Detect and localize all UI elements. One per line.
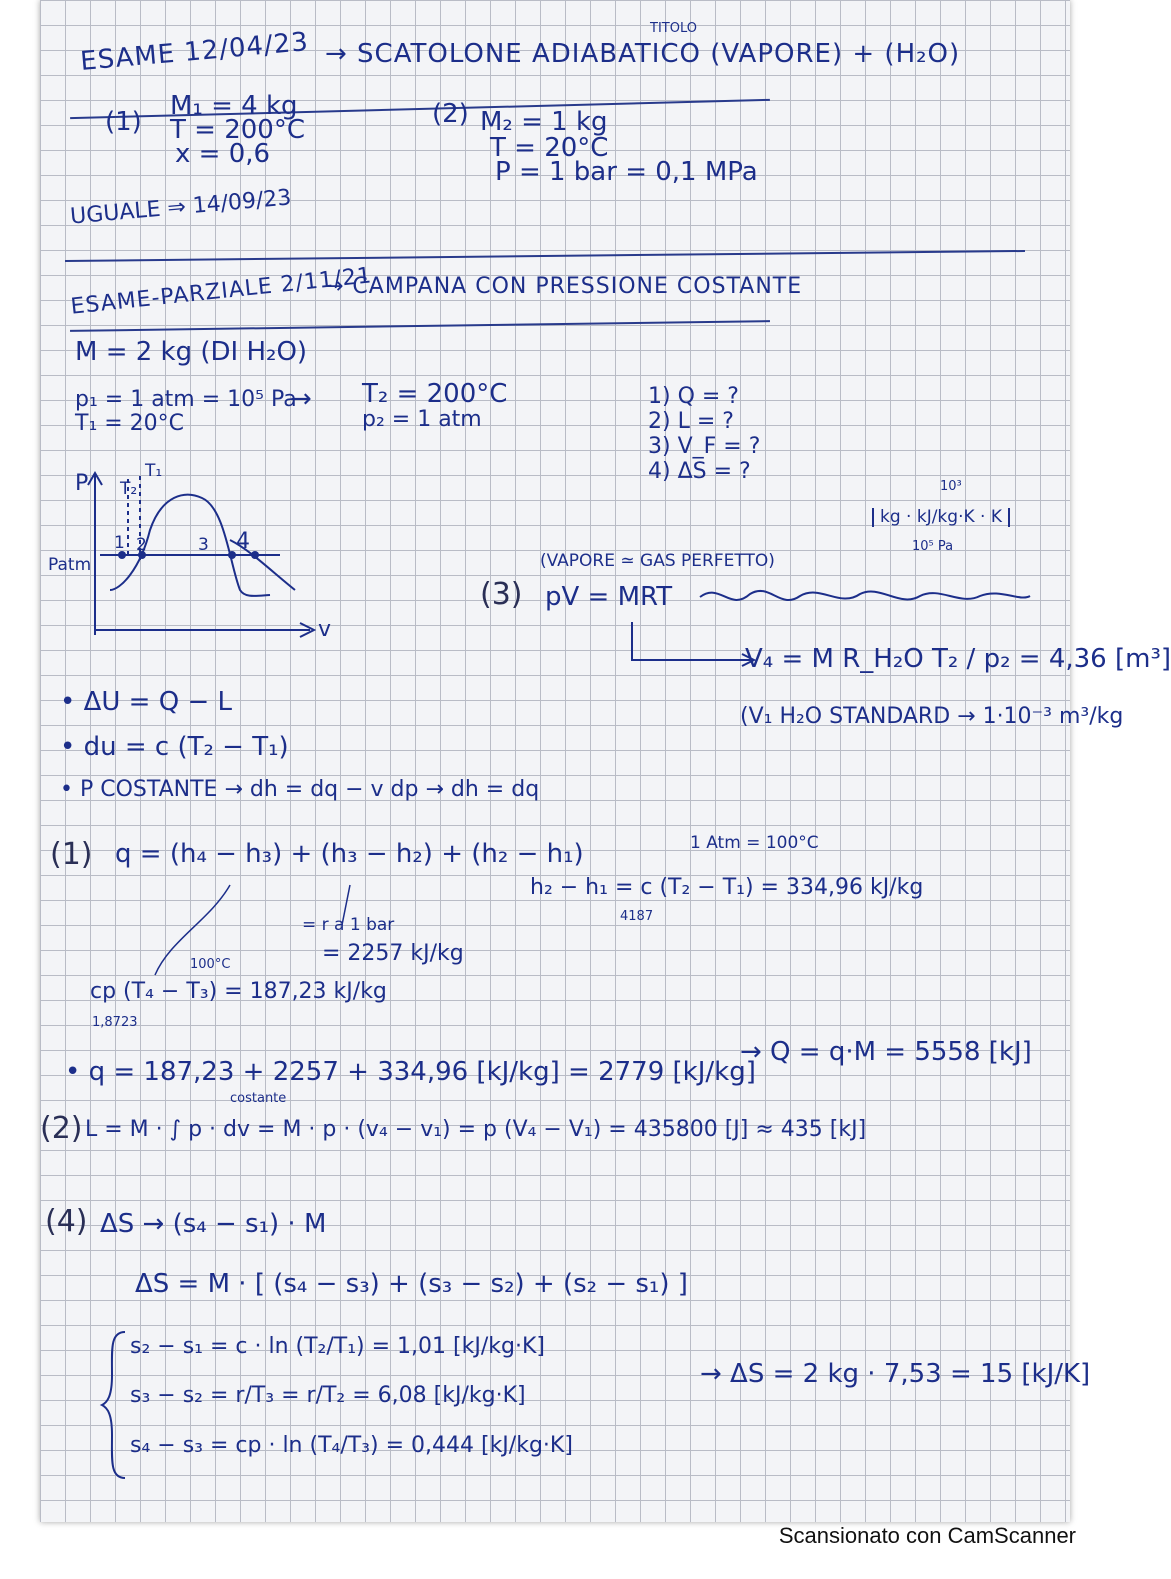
label-patm: Patm [48, 555, 92, 575]
axis-v-label: v [318, 617, 332, 642]
exam1-topic: → SCATOLONE ADIABATICO (VAPORE) + (H₂O) [325, 39, 961, 69]
question-l: 2) L = ? [648, 409, 734, 434]
exam1-state1-temp: T = 200°C [170, 115, 305, 145]
question-vf: 3) V_F = ? [648, 434, 761, 459]
exam2-underline [70, 320, 770, 332]
exam1-state1-title: x = 0,6 [175, 139, 271, 169]
point-3 [228, 551, 236, 559]
step1-r-value: = 2257 kJ/kg [322, 941, 464, 966]
step3-note: (VAPORE ≃ GAS PERFETTO) [540, 551, 775, 571]
step1-h21: h₂ − h₁ = c (T₂ − T₁) = 334,96 kJ/kg [530, 875, 924, 900]
titolo-note: TITOLO [650, 21, 697, 36]
step4-ds: ΔS → (s₄ − s₁) · M [100, 1209, 327, 1239]
exam1-state2-label: (2) [432, 99, 469, 129]
step4-s32: s₃ − s₂ = r/T₃ = r/T₂ = 6,08 [kJ/kg·K] [130, 1383, 526, 1408]
exam1-state2-mass: M₂ = 1 kg [480, 107, 608, 137]
step1-r-bar: = r a 1 bar [302, 915, 395, 935]
step4-brace [100, 1330, 130, 1480]
exam2-t1: T₁ = 20°C [75, 411, 185, 436]
exam2-title: ESAME-PARZIALE 2/11/21 [69, 263, 374, 320]
exam1-state2-pressure: P = 1 bar = 0,1 MPa [495, 157, 758, 187]
step4-s21: s₂ − s₁ = c · ln (T₂/T₁) = 1,01 [kJ/kg·K] [130, 1334, 545, 1359]
exam1-state2-temp: T = 20°C [490, 133, 609, 163]
question-q: 1) Q = ? [648, 384, 739, 409]
point-4 [251, 551, 259, 559]
step2-costante: costante [230, 1091, 287, 1106]
step1-t3-note: 100°C [190, 957, 231, 972]
axis-p-label: P [75, 471, 89, 496]
step1-q: q = (h₄ − h₃) + (h₃ − h₂) + (h₂ − h₁) [115, 839, 584, 869]
step1-atm-note: 1 Atm = 100°C [690, 833, 819, 853]
scanner-watermark: Scansionato con CamScanner [778, 1523, 1076, 1548]
diagram-point-4-label: 4 [236, 529, 250, 554]
step4-s43: s₄ − s₃ = cp · ln (T₄/T₃) = 0,444 [kJ/kg·K] [130, 1433, 573, 1458]
units-bottom: 10⁵ Pa [912, 539, 954, 554]
scribble-crossout [700, 582, 1030, 612]
step1-cp: cp (T₄ − T₃) = 187,23 kJ/kg [90, 979, 387, 1004]
exam2-topic: → CAMPANA CON PRESSIONE COSTANTE [325, 274, 803, 299]
diagram-point-1-label: 1 [114, 533, 125, 553]
exam2-t2: T₂ = 200°C [362, 379, 508, 409]
section-divider [65, 250, 1025, 262]
step1-q-total: • q = 187,23 + 2257 + 334,96 [kJ/kg] = 2779 [kJ/kg] [65, 1057, 756, 1087]
step1-cp-value: 1,8723 [92, 1015, 138, 1030]
step2-label: (2) [40, 1111, 83, 1146]
label-t2: T₂ [120, 479, 138, 499]
units-top: 10³ [940, 479, 962, 494]
notebook-page [40, 0, 1171, 1522]
step1-c-value: 4187 [620, 909, 654, 924]
step4-ds-sum: ΔS = M · [ (s₄ − s₃) + (s₃ − s₂) + (s₂ − s₁) ] [135, 1269, 688, 1299]
step3-label: (3) [480, 577, 523, 612]
uguale-note: UGUALE ⇒ 14/09/23 [69, 185, 293, 230]
v4-arrow [630, 620, 760, 665]
step3-formula: pV = MRT [545, 582, 673, 612]
exam1-title: ESAME 12/04/23 [79, 27, 310, 77]
label-t1: T₁ [145, 461, 163, 481]
step1-connector [110, 880, 360, 990]
step3-v4: V₄ = M R_H₂O T₂ / p₂ = 4,36 [m³] [745, 644, 1171, 674]
step3-v1: (V₁ H₂O STANDARD → 1·10⁻³ m³/kg [740, 704, 1124, 729]
arrow-state: → [290, 384, 312, 414]
step1-label: (1) [50, 837, 93, 872]
step1-Q-total: → Q = q·M = 5558 [kJ] [740, 1037, 1032, 1067]
exam1-state1-mass: M₁ = 4 kg [170, 91, 298, 121]
exam2-mass: M = 2 kg (DI H₂O) [75, 337, 308, 367]
exam2-p1: p₁ = 1 atm = 10⁵ Pa [75, 387, 297, 412]
exam1-state1-label: (1) [105, 107, 142, 137]
question-ds: 4) ΔS = ? [648, 459, 751, 484]
step4-result: → ΔS = 2 kg · 7,53 = 15 [kJ/K] [700, 1359, 1091, 1389]
units-content: kg · kJ/kg·K · K [872, 508, 1010, 527]
step4-label: (4) [45, 1204, 88, 1239]
step2-L: L = M · ∫ p · dv = M · p · (v₄ − v₁) = p (V₄ − V₁) = 435800 [J] ≈ 435 [kJ] [85, 1117, 867, 1142]
diagram-point-2-label: 2 [136, 535, 147, 555]
relation-du: • ΔU = Q − L [60, 687, 232, 717]
relation-dh: • P COSTANTE → dh = dq − v dp → dh = dq [60, 777, 540, 802]
exam2-p2: p₂ = 1 atm [362, 407, 482, 432]
relation-du-c: • du = c (T₂ − T₁) [60, 732, 289, 762]
diagram-point-3-label: 3 [198, 535, 209, 555]
